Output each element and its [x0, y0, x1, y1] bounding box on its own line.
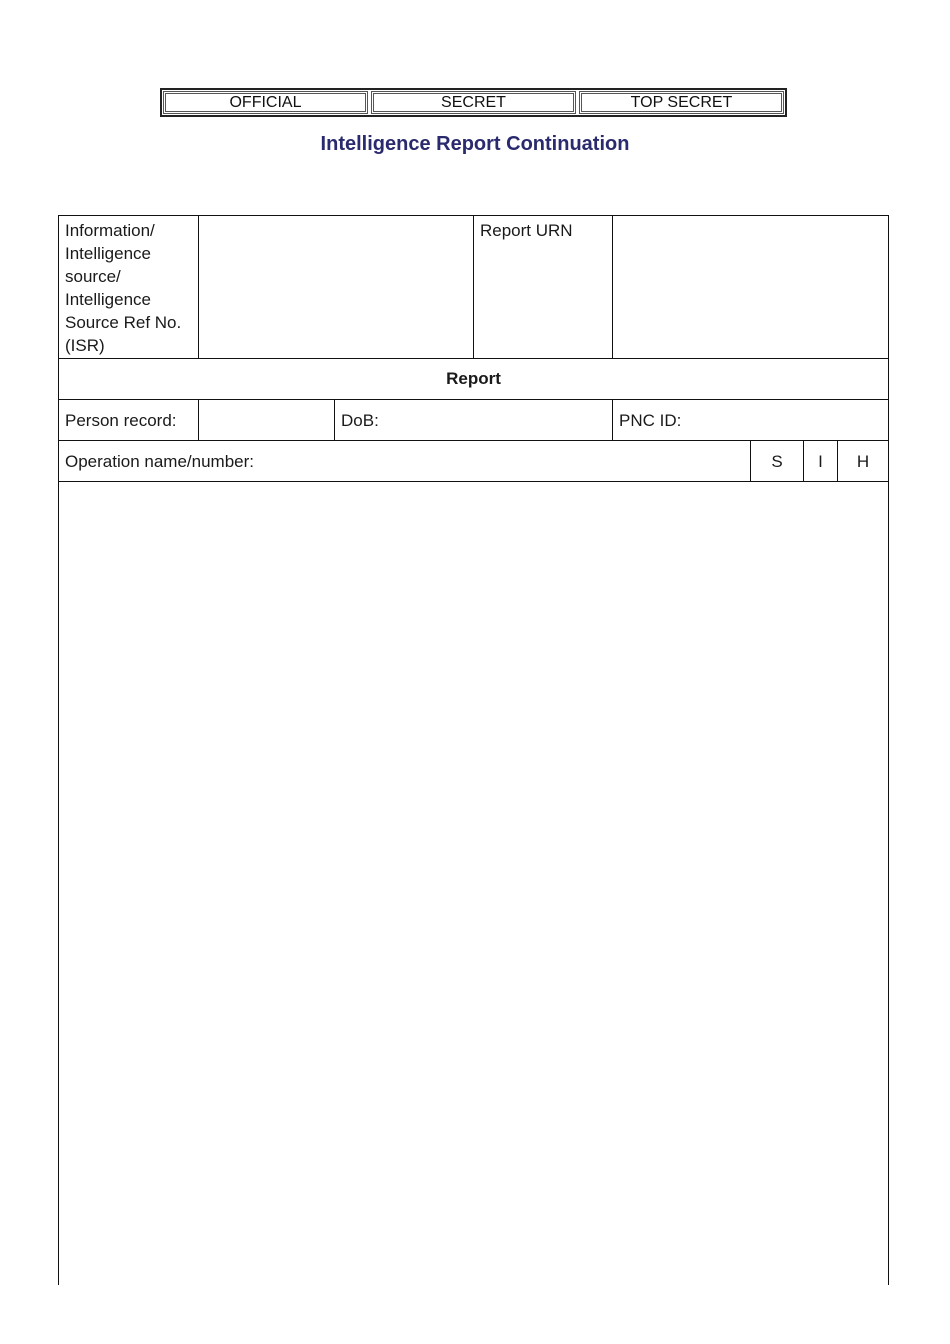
classification-bar: [160, 88, 787, 117]
report-urn-label: Report URN: [473, 216, 612, 358]
page-title: Intelligence Report Continuation: [320, 133, 630, 155]
pnc-id-field[interactable]: PNC ID:: [612, 400, 888, 440]
report-body-textarea[interactable]: [59, 482, 888, 1285]
report-urn-input[interactable]: [612, 216, 888, 358]
source-input[interactable]: [198, 216, 473, 358]
report-form: [58, 215, 889, 1285]
dob-field[interactable]: DoB:: [334, 400, 612, 440]
handling-code-h[interactable]: H: [837, 441, 888, 481]
source-label: Information/ Intelligence source/ Intelligence Source Ref No. (ISR): [65, 221, 182, 355]
form-row-report-heading: [59, 359, 888, 400]
operation-field[interactable]: Operation name/number:: [65, 451, 254, 471]
report-heading: Report: [446, 369, 501, 388]
form-row-person: [59, 400, 888, 441]
person-record-input[interactable]: [198, 400, 334, 440]
classification-secret[interactable]: SECRET: [371, 91, 576, 114]
classification-official[interactable]: OFFICIAL: [163, 91, 368, 114]
handling-code-s[interactable]: S: [750, 441, 803, 481]
form-row-source: [59, 216, 888, 359]
form-row-operation: [59, 441, 888, 482]
classification-top-secret[interactable]: TOP SECRET: [579, 91, 784, 114]
person-record-label: Person record:: [65, 410, 177, 430]
handling-code-i[interactable]: I: [803, 441, 837, 481]
